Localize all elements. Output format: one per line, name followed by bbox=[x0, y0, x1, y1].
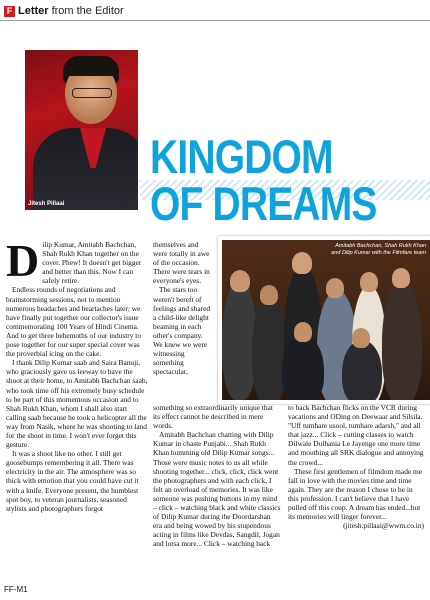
paragraph: Endless rounds of negotiations and brainstorming sessions, not to mention numerous headaches and heartaches later; we have finally put together our collector's issue commemorating 100 Years of Hindi Cinema. And to get three behemoths of our industry to pose together for our super special cover was the proverbial icing on the cake. bbox=[6, 285, 142, 359]
article-column-1 bbox=[6, 235, 148, 513]
paragraph: something so extraordinarily unique that its effect cannot be described in mere words. bbox=[153, 403, 273, 431]
group-photo bbox=[218, 236, 430, 404]
article-title bbox=[150, 130, 378, 230]
article-column-3 bbox=[288, 403, 424, 530]
dropcap: D bbox=[6, 235, 40, 286]
editor-email: (jitesh.pillaai@wwm.co.in) bbox=[343, 521, 424, 531]
paragraph: I thank Dilip Kumar saab and Saira Banuji, who graciously gave us leeway to have the shoot at their home, to Amitabh Bachchan saab, who took time off his extremely busy schedule to be part of this momentous occasion and to Shah Rukh Khan, whom I shall also start calling saab because he took a helicopter all the way from Nasik, where he was shooting to land for the shoot in time. I won't ever forget this gesture. bbox=[6, 358, 148, 450]
section-title: Letter bbox=[18, 5, 49, 17]
section-subtitle: from the Editor bbox=[51, 5, 124, 17]
paragraph: Amitabh Bachchan chatting with Dilip Kumar in chaste Punjabi... Shah Rukh Khan humming old Dilip Kumar songs... Those were music notes to us all while shooting together... click, click, click went the photographers and with each click, I felt an overload of memories. It was like someone was pushing buttons in my mind – click – watching black and white classics of Dilip Kumar during the Doordarshan era and being wowed by his stupendous acting in films like Devdas, Sangdil, Jogan and lotsa more... Click – watching back bbox=[153, 430, 281, 549]
group-photo-caption: Amitabh Bachchan, Shah Rukh Khan and Dilip Kumar with the Filmfare team bbox=[331, 243, 426, 256]
article-column-2-bottom bbox=[153, 403, 281, 549]
section-header bbox=[4, 4, 124, 18]
article-column-2-top bbox=[153, 240, 213, 376]
paragraph: It was a shoot like no other. I still get goosebumps remembering it all. There was electricity in the air. The atmosphere was so thick with emotion that you could have cut it with a knife. Everyone present, the humblest spot boy, to veteran journalists, seasoned stylists and photographers forgot bbox=[6, 449, 139, 513]
title-line-1: KINGDOM bbox=[150, 130, 333, 183]
paragraph: These first gentlemen of filmdom made me fall in love with the movies time and time again. They are the reason I chose to be in this profession. I can't believe that I have pulled off this coup. A dream has ended...but its memories will linger forever... bbox=[288, 466, 423, 522]
editor-photo-caption: Jitesh Pillaai bbox=[28, 201, 65, 207]
header-rule bbox=[0, 20, 430, 21]
paragraph: The stars too weren't bereft of feelings and shared a child-like delight beaming in each other's company. We knew we were witnessing something spectacular, bbox=[153, 285, 211, 377]
title-line-2: OF DREAMS bbox=[150, 177, 377, 230]
editor-photo bbox=[25, 50, 138, 210]
paragraph: to back Bachchan flicks on the VCR during vacations and ODing on Deewaar and Silsila. "Uff tumhare usool, tumhare adarsh," and all that jazz... Click – cutting classes to watch Dilwale Dulhania Le Jayenge one more time and mouthing all SRK dialogue and annoying the crowd... bbox=[288, 403, 424, 467]
page-number: FF-M1 bbox=[4, 585, 28, 594]
paragraph: themselves and were totally in awe of the occasion. There were tears in everyone's eyes. bbox=[153, 240, 210, 286]
filmfare-badge: F bbox=[4, 6, 15, 17]
paragraph: Dilip Kumar, Amitabh Bachchan, Shah Rukh Khan together on the cover. Phew! It doesn't get bigger and better than this. Now I can safely retire. bbox=[6, 235, 142, 286]
